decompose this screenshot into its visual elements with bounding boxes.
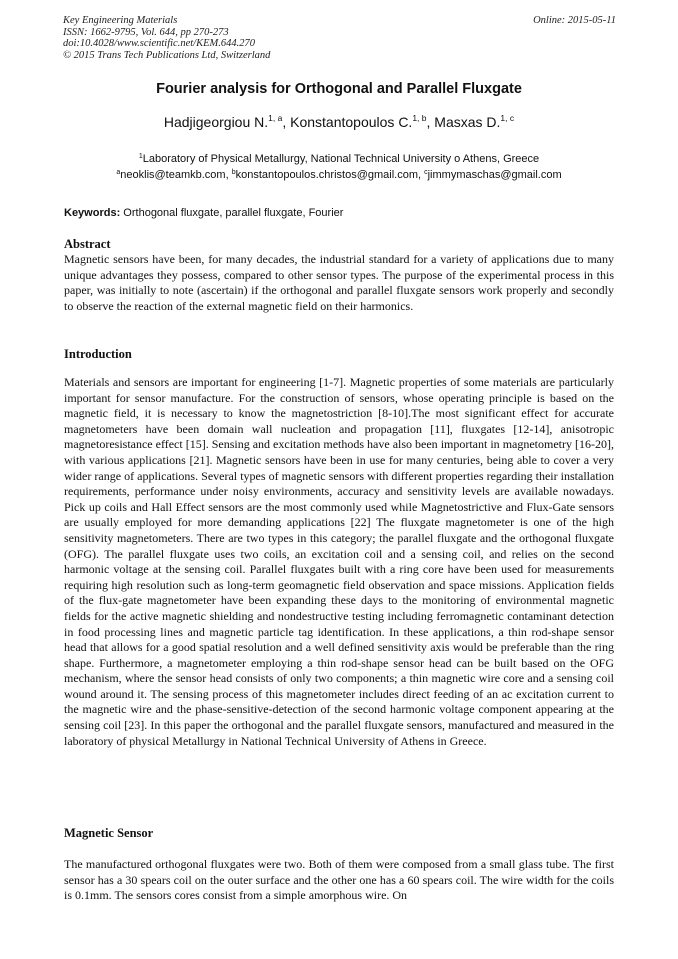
author-superscript: 1, b [412,113,427,123]
email-separator: , [225,169,232,181]
author-superscript: 1, c [500,113,515,123]
journal-name: Key Engineering Materials [63,15,178,26]
magnetic-sensor-text: The manufactured orthogonal fluxgates were two. Both of them were composed from a small glass tube. The first sensor has a 30 spears coil on the outer surface and the other one has a 60 spears coil. The wire width for the coils is 0.1mm. The sensors cores consist from a simple amorphous wire. On [64,857,614,903]
paper-title: Fourier analysis for Orthogonal and Parallel Fluxgate [156,81,522,97]
introduction-text: Materials and sensors are important for engineering [1-7]. Magnetic properties of some materials are particularly important for sensor manufacture. For the construction of sensors, whose operating principle is based on the magnetic field, it is necessary to know the magnetostriction [8-10].The most significant effect for accurate magnetometers have been domain wall nucleation and propagation [11], fluxgates [12-14], anisotropic magnetoresistance effect [15]. Sensing and excitation methods have also been important in magnetometry [16-20], with various applications [21]. Magnetic sensors have been in use for many centuries, being able to cover a very wider range of applications. Several types of magnetic sensors with different properties regarding their installation requirements, performance under noisy environments, accuracy and sensitivity levels are available nowadays. Pick up coils and Hall Effect sensors are the most commonly used while Magnetostrictive and Flux-Gate sensors are usually employed for more demanding applications [22] The fluxgate magnetometer is one of the high sensitivity magnetometers. There are two types in this category; the parallel fluxgate and the orthogonal fluxgate (OFG). The parallel fluxgate uses two coils, an excitation coil and a sensing coil, and relies on the second harmonic voltage at the sensing coil. Parallel fluxgates built with a ring core have been used for measurements requiring high resolution such as long-term geomagnetic field observation and space missions. Application fields of the flux-gate magnetometer have been expanding these days to the monitoring of environmental magnetic fields for the active magnetic shielding and nondestructive testing including ferromagnetic contaminant detection in food processing lines and magnetic particle tag identification. In these applications, a thin rod-shape sensor head that allows for a good spatial resolution and a well defined sensitivity axis would be preferable than the ring shape. Furthermore, a magnetometer employing a thin rod-shape sensor head can be built based on the OFG mechanism, where the sensor head consists of only two components; a thin magnetic wire core and a sensing coil wound around it. The sensing process of this magnetometer includes direct feeding of an ac excitation current to the magnetic wire and the phase-sensitive-detection of the second harmonic voltage component appearing at the sensing coil [23]. In this paper the orthogonal and the parallel fluxgate sensors, manufactured and measured in the laboratory of physical Metallurgy in National Technical University of Athens in Greece. [64,375,614,748]
keywords-text: Orthogonal fluxgate, parallel fluxgate, Fourier [120,207,344,219]
journal-header [63,15,270,61]
magnetic-sensor-heading: Magnetic Sensor [64,826,154,840]
affiliation-line [0,150,678,166]
doi-line[interactable]: doi:10.4028/www.scientific.net/KEM.644.270 [63,38,255,49]
abstract-heading: Abstract [64,237,111,251]
affiliation-text: Laboratory of Physical Metallurgy, National Technical University o Athens, Greece [142,153,540,165]
online-date: Online: 2015-05-11 [533,15,616,26]
author-name: Hadjigeorgiou N. [163,114,269,130]
keywords-label: Keywords: [64,207,121,219]
email-address[interactable]: jimmymaschas@gmail.com [427,169,562,181]
author-name: Konstantopoulos C. [290,114,413,130]
author-separator: , [426,114,435,130]
email-superscript: c [424,169,428,176]
author-name: Masxas D. [434,114,501,130]
email-separator: , [417,169,425,181]
abstract-text: Magnetic sensors have been, for many decades, the industrial standard for a variety of applications due to many unique advantages they possess, compared to other sensor types. The purpose of the experimental process in this paper, was initially to note (ascertain) if the orthogonal and parallel fluxgate sensors work properly and secondly to observe the reaction of the external magnetic field on their harmonics. [64,252,614,313]
email-line [0,166,678,182]
author-separator: , [282,114,291,130]
author-list [0,113,678,130]
email-superscript: a [116,169,121,176]
affiliation-block [0,150,678,182]
email-address[interactable]: neoklis@teamkb.com [120,169,226,181]
author-superscript: 1, a [268,113,283,123]
issn-line: ISSN: 1662-9795, Vol. 644, pp 270-273 [63,26,229,38]
affiliation-superscript: 1 [138,153,143,160]
keywords-line [64,207,343,219]
copyright-line: © 2015 Trans Tech Publications Ltd, Switzerland [63,49,271,61]
introduction-heading: Introduction [64,347,132,361]
email-address[interactable]: konstantopoulos.christos@gmail.com [235,169,418,181]
email-superscript: b [231,169,236,176]
